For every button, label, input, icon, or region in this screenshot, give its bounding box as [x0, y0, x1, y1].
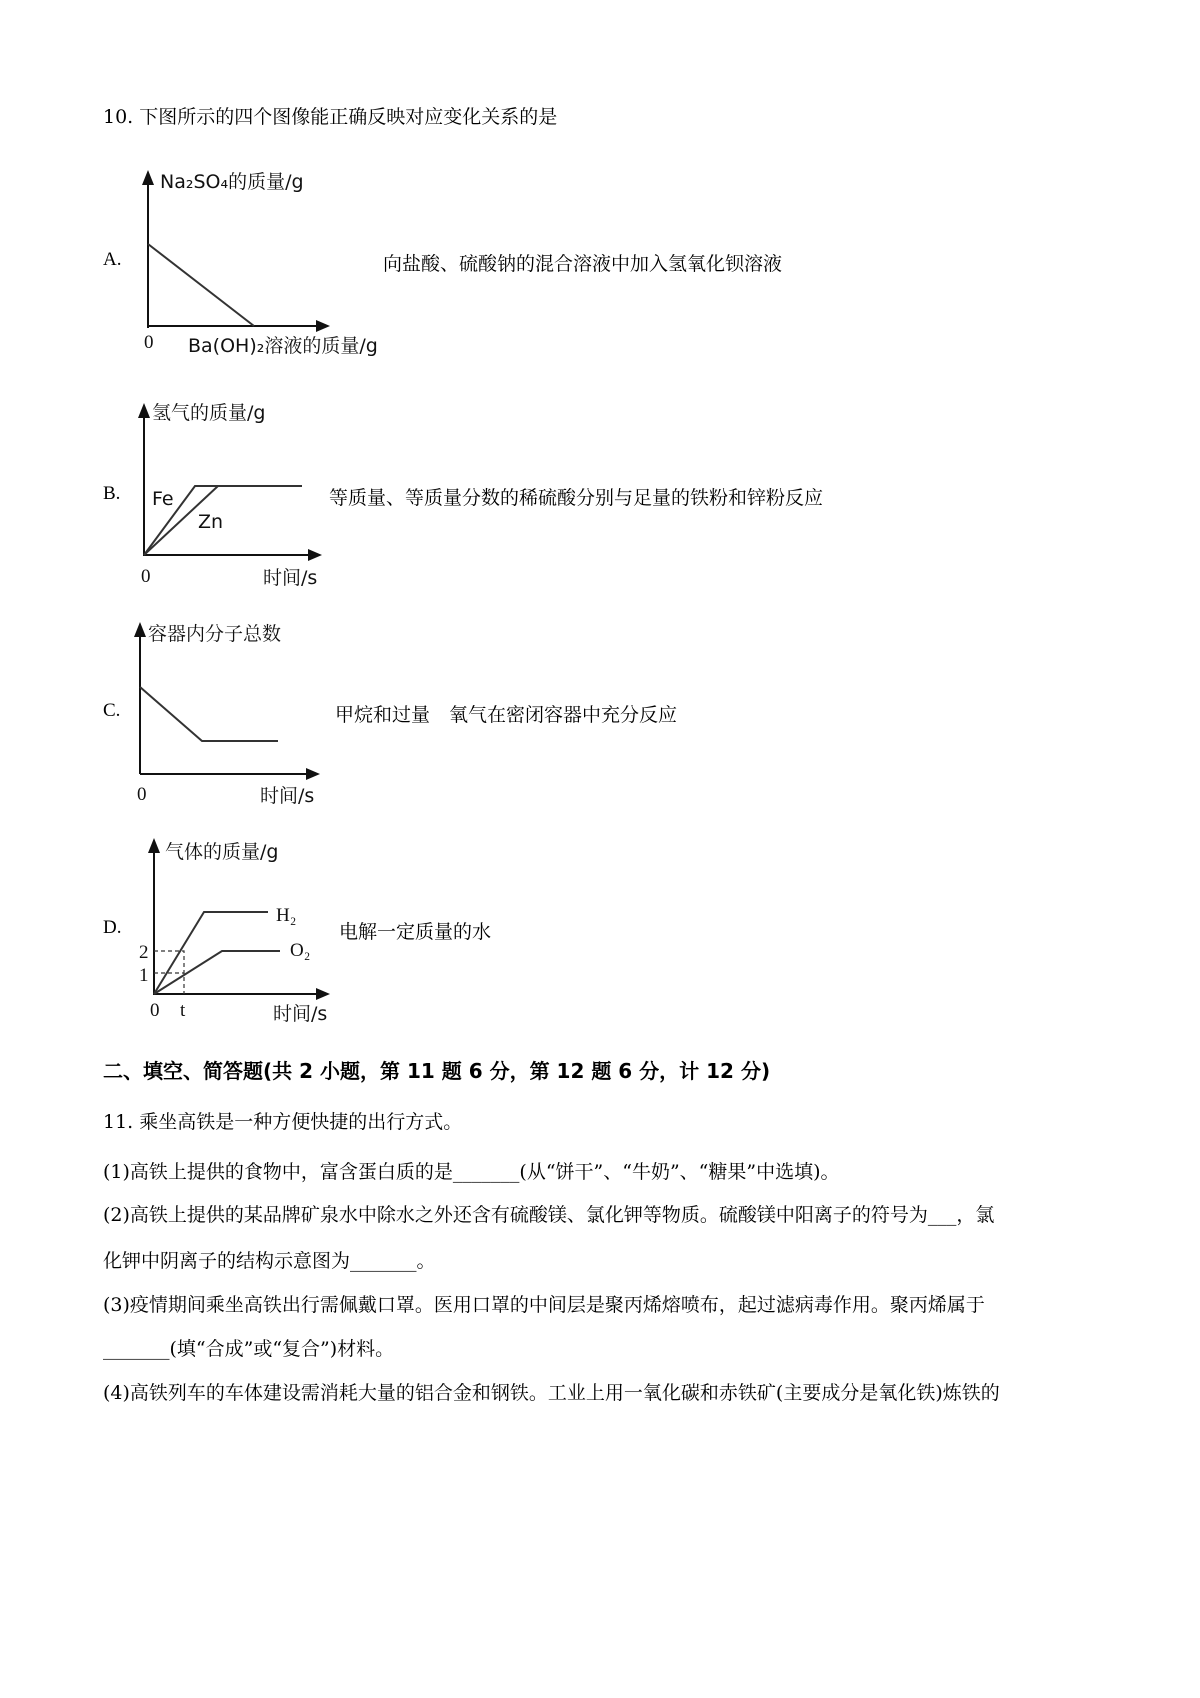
chart-b-y-label: 氢气的质量/g [152, 402, 266, 424]
chart-a-x-label: Ba(OH)₂溶液的质量/g [188, 335, 378, 357]
chart-d-label-o2: O₂ [290, 940, 311, 961]
chart-b [130, 395, 360, 595]
chart-d-line-h2 [154, 912, 268, 994]
chart-d-x-label: 时间/s [273, 1003, 328, 1025]
chart-c-line [140, 687, 278, 741]
chart-b-label-zn: Zn [198, 511, 224, 533]
chart-c-y-arrow [134, 622, 146, 637]
option-a-letter: A. [103, 249, 122, 270]
chart-a-line [148, 244, 254, 326]
chart-a [130, 160, 390, 370]
chart-d-y-arrow [148, 838, 160, 853]
question-11-line: _______(填“合成”或“复合”)材料。 [103, 1338, 395, 1360]
chart-c-x-label: 时间/s [260, 785, 315, 807]
chart-b-y-arrow [138, 403, 150, 418]
chart-d-x-arrow [316, 988, 330, 1000]
chart-a-origin: 0 [144, 332, 154, 353]
chart-c-origin: 0 [137, 784, 147, 805]
option-d-description: 电解一定质量的水 [339, 921, 492, 943]
chart-b-x-arrow [308, 549, 322, 561]
chart-d [130, 830, 360, 1030]
question-11-line: (3)疫情期间乘坐高铁出行需佩戴口罩。医用口罩的中间层是聚丙烯熔喷布，起过滤病毒作用。聚丙烯属于 [103, 1294, 985, 1316]
chart-d-ytick-2: 2 [139, 942, 149, 963]
question-11-line: (1)高铁上提供的食物中，富含蛋白质的是_______(从“饼干”、“牛奶”、“糖果”中选填)。 [103, 1161, 840, 1183]
chart-c-y-label: 容器内分子总数 [148, 623, 282, 645]
chart-b-origin: 0 [141, 566, 151, 587]
chart-a-y-arrow [142, 170, 154, 185]
option-c-letter: C. [103, 700, 121, 721]
chart-a-y-label: Na₂SO₄的质量/g [160, 171, 304, 193]
option-b-letter: B. [103, 483, 121, 504]
question-11-line: 化钾中阴离子的结构示意图为_______。 [103, 1250, 436, 1272]
question-11-line: (2)高铁上提供的某品牌矿泉水中除水之外还含有硫酸镁、氯化钾等物质。硫酸镁中阳离子的符号为___，氯 [103, 1204, 995, 1226]
chart-a-x-arrow [316, 320, 330, 332]
chart-d-xtick-t: t [180, 1000, 186, 1021]
chart-d-y-label: 气体的质量/g [165, 841, 279, 863]
chart-b-label-fe: Fe [152, 488, 174, 510]
chart-d-ytick-1: 1 [139, 965, 149, 986]
option-d-letter: D. [103, 917, 122, 938]
chart-c-x-arrow [306, 768, 320, 780]
chart-d-origin: 0 [150, 1000, 160, 1021]
option-b-description: 等质量、等质量分数的稀硫酸分别与足量的铁粉和锌粉反应 [329, 487, 824, 509]
option-c-description: 甲烷和过量 氧气在密闭容器中充分反应 [335, 704, 678, 726]
question-11-line: (4)高铁列车的车体建设需消耗大量的铝合金和钢铁。工业上用一氧化碳和赤铁矿(主要成分是氧化铁)炼铁的 [103, 1382, 1000, 1404]
chart-d-label-h2: H₂ [276, 905, 297, 926]
chart-d-line-o2 [154, 951, 280, 994]
section-heading: 二、填空、简答题(共 2 小题，第 11 题 6 分，第 12 题 6 分，计 12 分) [103, 1059, 771, 1083]
question-11-title: 11. 乘坐高铁是一种方便快捷的出行方式。 [103, 1111, 463, 1133]
chart-b-x-label: 时间/s [263, 567, 318, 589]
question-10-title: 10. 下图所示的四个图像能正确反映对应变化关系的是 [103, 106, 558, 128]
option-a-description: 向盐酸、硫酸钠的混合溶液中加入氢氧化钡溶液 [383, 253, 783, 275]
chart-c [130, 612, 360, 812]
